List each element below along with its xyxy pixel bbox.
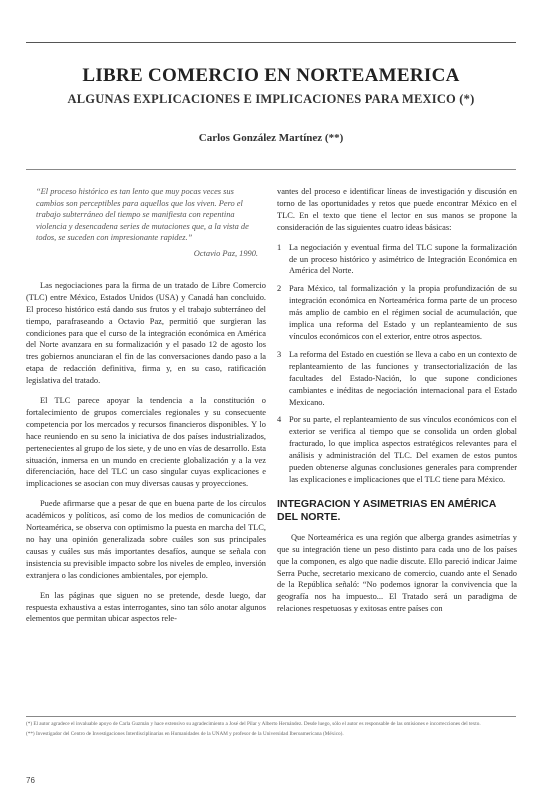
numbered-list [277, 242, 517, 486]
list-item-number: 2 [277, 284, 282, 294]
top-rule [26, 42, 516, 43]
section-heading: INTEGRACION Y ASIMETRIAS EN AMÉRICA DEL NORTE. [277, 497, 496, 523]
body-paragraph: Que Norteamérica es una región que alberga grandes asimetrías y que su integración tiene un peso distinto para cada uno de los países que la componen, es algo que nadie discute. Ello pareció indicar Jaime Serra Puche, secretario mexicano de comercio, cuando ante el Senado de la República señaló: “No podemos ignorar la convivencia que la geografía nos ha impuesto... El Tratado será un paradigma de relaciones respetuosas y exitosas entre países con [277, 532, 517, 614]
right-column [277, 186, 517, 623]
page-number: 76 [26, 776, 35, 785]
body-paragraph: El TLC parece apoyar la tendencia a la constitución o fortalecimiento de grupos comerciales regionales y su consecuente competencia por los mercados y recursos financieros disponibles. Y lo hace reuniendo en su seno la iniciativa de dos países industrializados, pertenecientes al grupo de los siete, y de uno en vías de desarrollo. Esta situación, inmersa en un mundo en creciente globalización y a la vez diferenciación, hace del TLC un caso singular cuyas explicaciones e implicaciones se asocian con muy diversas causas y proyecciones. [26, 396, 266, 489]
body-paragraph: Las negociaciones para la firma de un tratado de Libre Comercio (TLC) entre México, Estados Unidos (USA) y Canadá han concluido. El proceso histórico está dando sus frutos y el trabajo subterráneo del tiempo, parafraseando a Octavio Paz, permitió que surgieran las condiciones para que el curso de la integración económica en América del Norte avanzara en su formalización y el pasado 12 de agosto los tres gobiernos anunciaran el fin de las conversaciones dando paso a la etapa de redacción definitiva, firma y, en su caso, ratificación legislativa del tratado. [26, 280, 266, 386]
article-title: LIBRE COMERCIO EN NORTEAMERICA [82, 65, 460, 86]
body-paragraph: En las páginas que siguen no se pretende, desde luego, dar respuesta exhaustiva a estas interrogantes, sino tan sólo anotar algunos elementos que permitan ubicar aspectos rele- [26, 590, 266, 624]
list-item [277, 414, 517, 485]
list-item-text: Para México, tal formalización y la propia profundización de su integración económica en Norteamérica forma parte de un proceso más amplio de cambio en el régimen social de acumulación, que implica una reforma del Estado y un replanteamiento de sus vínculos económicos con el exterior, entre otros aspectos. [289, 284, 517, 341]
article-author: Carlos González Martínez (**) [198, 132, 344, 144]
list-item [277, 242, 517, 278]
epigraph-quote: “El proceso histórico es tan lento que muy pocas veces sus cambios son perceptibles para aquellos que los viven. Pero el trabajo subterráneo del tiempo se manifiesta con repentina violencia y desencadena series de mutaciones que, a la vista de todos, se suceden con impresionante rapidez.” [36, 187, 249, 243]
list-item-number: 3 [277, 349, 282, 359]
body-paragraph: vantes del proceso e identificar líneas de investigación y discusión en torno de las oportunidades y retos que puede encontrar México en el TLC. En el texto que tiene el lector en sus manos se propone la consideración de las siguientes cuatro ideas básicas: [277, 187, 517, 232]
header-rule [26, 169, 516, 170]
epigraph-source: Octavio Paz, 1990. [193, 248, 258, 258]
body-paragraph: Puede afirmarse que a pesar de que en buena parte de los círculos académicos y políticos, así como de los medios de comunicación de Norteamérica, se observa con optimismo la puesta en marcha del TLC, no hay una opinión generalizada sobre cuáles son sus principales causas y cuáles sus más importantes desafíos, aunque se señala con insistencia su previsible impacto sobre los niveles de empleo, inversión extranjera o las condiciones ambientales, por ejemplo. [26, 499, 266, 580]
footnote-rule [26, 716, 516, 717]
list-item [277, 283, 517, 343]
article-subtitle: ALGUNAS EXPLICACIONES E IMPLICACIONES PARA MEXICO (*) [67, 92, 475, 106]
list-item-number: 4 [277, 415, 282, 425]
footnote: (*) El autor agradece el invaluable apoyo de Carla Guzmán y hace extensivo su agradecimiento a José del Pilar y Alberto Hernández. Desde luego, sólo el autor es responsable de las omisiones e incorrecciones del texto. [26, 721, 481, 727]
list-item [277, 349, 517, 409]
list-item-text: Por su parte, el replanteamiento de sus vínculos económicos con el exterior se verifica al tiempo que se consolida un orden global fracturado, lo que implica aspectos estratégicos relevantes para el análisis y administración del TLC. Del examen de estos puntos pueden obtenerse algunas conclusiones generales para comprender las explicaciones e implicaciones que el TLC tiene para México. [289, 415, 517, 484]
left-column [26, 186, 266, 633]
list-item-number: 1 [277, 242, 282, 252]
footnotes [26, 720, 516, 740]
list-item-text: La reforma del Estado en cuestión se lleva a cabo en un contexto de replanteamiento de las funciones y transectorialización de las facultades del Estado-Nación, lo que supone condiciones cambiantes e inéditas de negociación internacional para el Estado Mexicano. [289, 349, 517, 407]
list-item-text: La negociación y eventual firma del TLC supone la formalización de un proceso histórico y asimétrico de Integración Económica en América del Norte. [289, 242, 517, 276]
footnote: (**) Investigador del Centro de Investigaciones Interdisciplinarias en Humanidades de la UNAM y profesor de la Universidad Iberoamericana (México). [26, 731, 344, 737]
